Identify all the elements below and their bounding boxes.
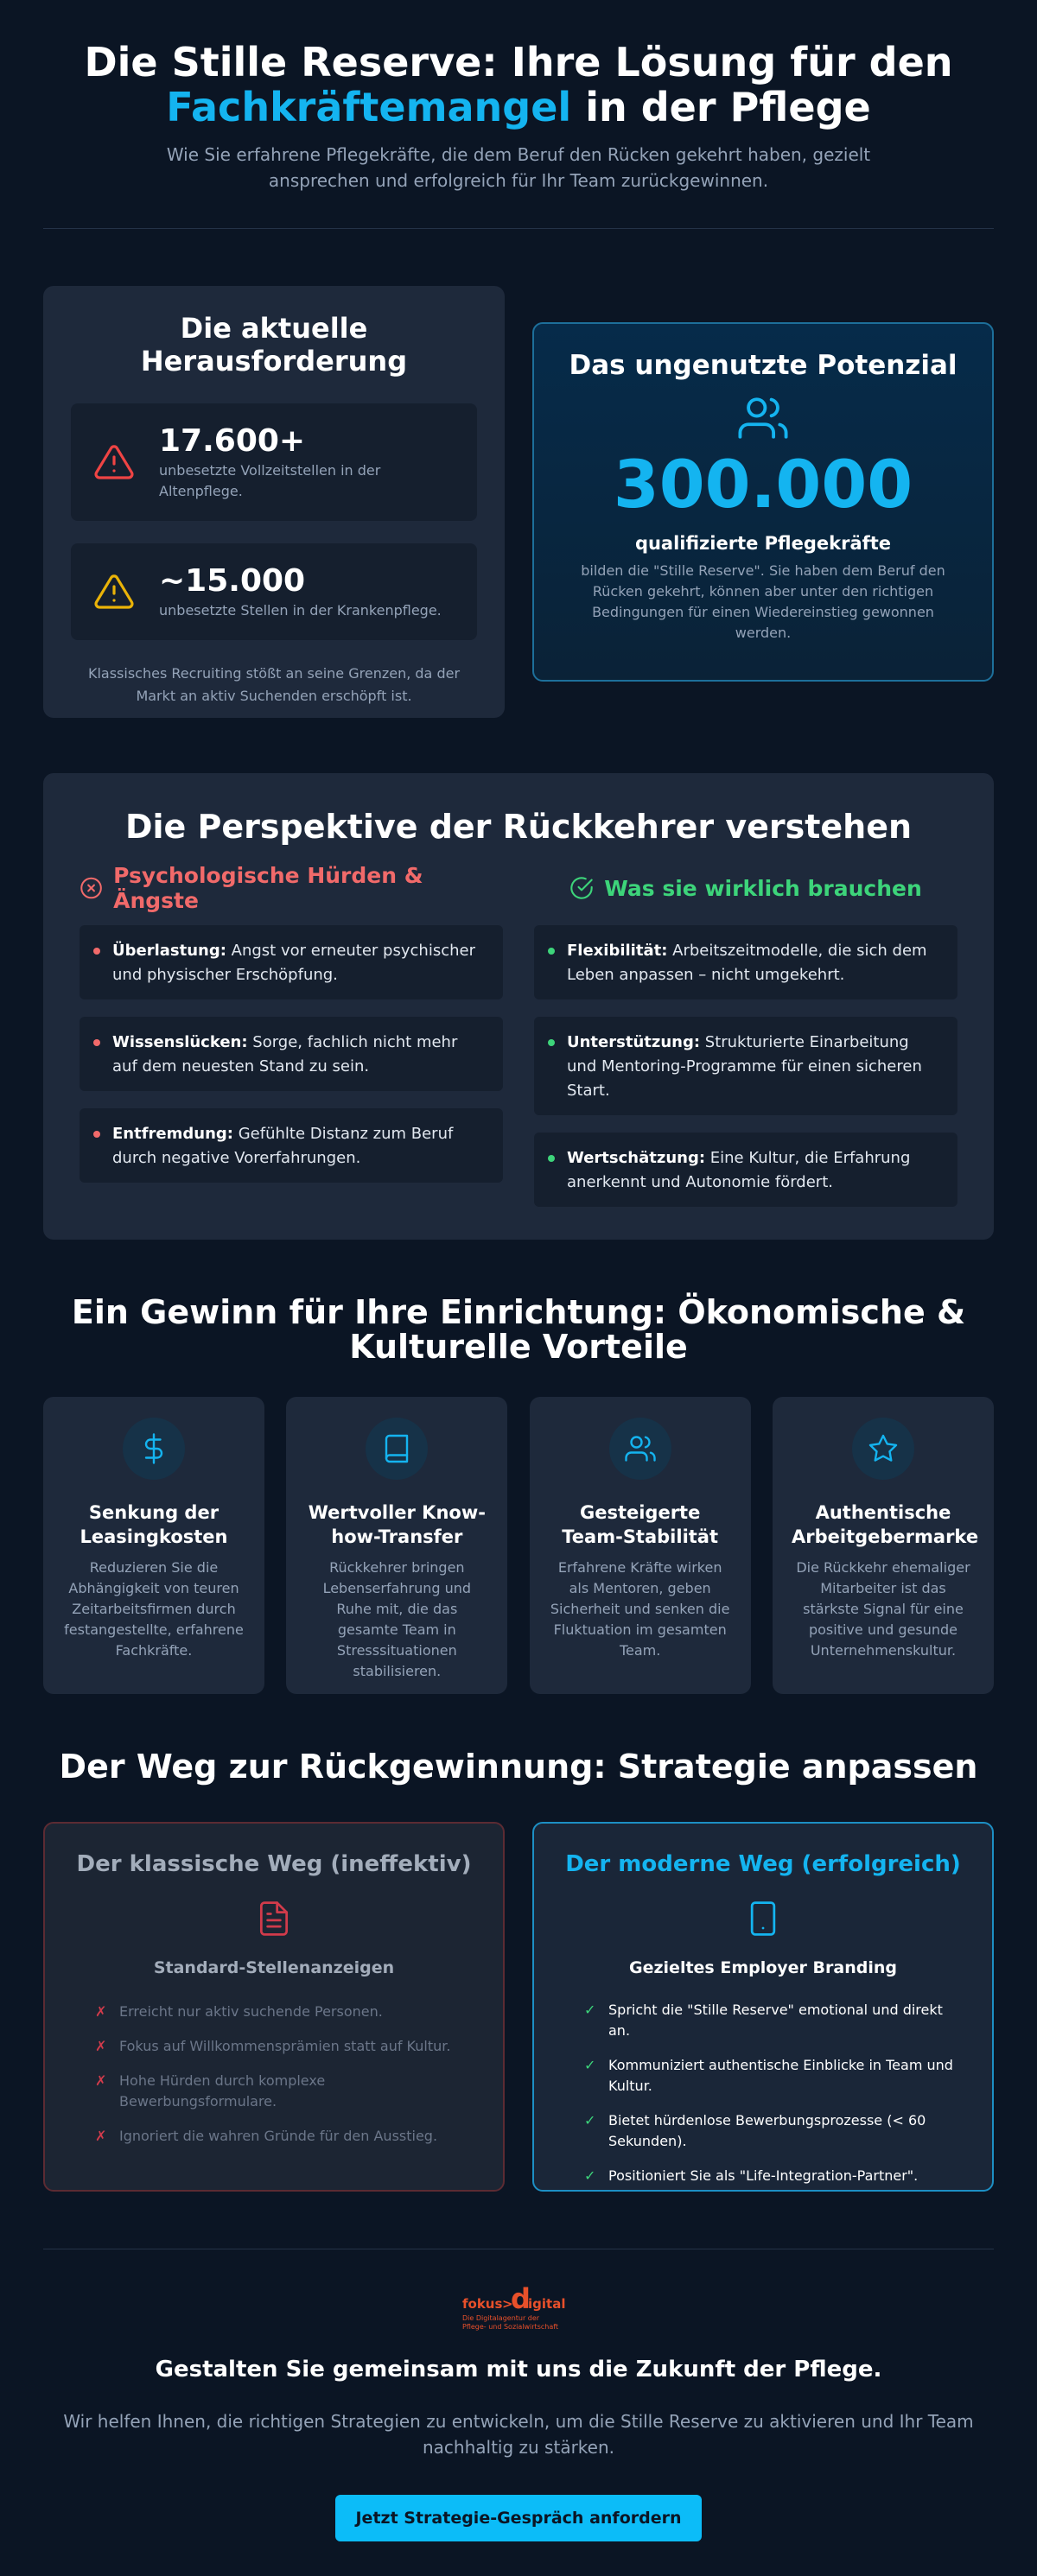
strategy-section (43, 1746, 994, 2192)
item-bold: Flexibilität: (567, 942, 668, 960)
item-text: Eine Kultur, die Erfahrung anerkennt und Autonomie fördert. (567, 1149, 911, 1191)
check-mark-icon: ✓ (584, 2167, 596, 2184)
potential-card (532, 322, 994, 682)
check-mark-icon: ✓ (584, 2057, 596, 2073)
list-item (73, 2002, 475, 2022)
x-mark-icon: ✗ (95, 2038, 107, 2054)
item-text: Spricht die "Stille Reserve" emotional und direkt an. (608, 2002, 943, 2039)
barriers-heading (80, 863, 503, 913)
icon-circle (366, 1418, 428, 1480)
logo-word1: fokus (462, 2296, 503, 2312)
x-mark-icon: ✗ (95, 2072, 107, 2089)
item-bold: Überlastung: (112, 942, 226, 960)
classic-subtitle: Standard-Stellenanzeigen (153, 1958, 395, 1977)
dollar-icon (138, 1433, 169, 1464)
potential-description: bilden die "Stille Reserve". Sie haben dem Beruf den Rücken gekehrt, können aber unter den richtigen Bedingungen für einen Wiedereinstieg gewonnen werden. (581, 562, 945, 641)
item-text: Fokus auf Willkommensprämien statt auf Kultur. (119, 2038, 451, 2054)
icon-circle (852, 1418, 914, 1480)
benefits-grid (43, 1397, 994, 1694)
classic-way-card (43, 1822, 505, 2192)
strategy-title: Der Weg zur Rückgewinnung: Strategie anpassen (59, 1748, 978, 1786)
perspective-columns (80, 863, 957, 1207)
item-text: Arbeitszeitmodelle, die sich dem Leben anpassen – nicht umgekehrt. (567, 942, 927, 984)
bullet-dot (548, 1155, 555, 1162)
benefit-title: Senkung der Leasingkosten (80, 1502, 228, 1547)
item-text: Angst vor erneuter psychischer und physischer Erschöpfung. (112, 942, 475, 984)
stat-label: unbesetzte Vollzeitstellen in der Altenpflege. (159, 462, 381, 499)
x-circle-icon (80, 876, 103, 900)
star-icon (868, 1433, 899, 1464)
logo-tagline2: Pflege- und Sozialwirtschaft (462, 2323, 559, 2331)
title-highlight: Fachkräftemangel (166, 84, 572, 130)
list-item (534, 925, 957, 999)
smartphone-icon (744, 1898, 782, 1939)
stat-number: ~15.000 (159, 563, 306, 599)
benefit-text: Die Rückkehr ehemaliger Mitarbeiter ist das stärkste Signal für eine positive und gesunde Unternehmenskultur. (796, 1559, 970, 1659)
list-item (562, 2055, 964, 2097)
hero-header (43, 0, 994, 194)
needs-title: Was sie wirklich brauchen (604, 875, 922, 901)
page-subtitle: Wie Sie erfahrene Pflegekräfte, die dem Beruf den Rücken gekehrt haben, gezielt ansprechen und erfolgreich für Ihr Team zurückgewinnen. (166, 144, 871, 191)
fokus-digital-logo[interactable] (462, 2282, 575, 2339)
barriers-column (80, 863, 503, 1207)
list-item (73, 2071, 475, 2112)
list-item (80, 925, 503, 999)
benefit-text: Erfahrene Kräfte wirken als Mentoren, geben Sicherheit und senken die Fluktuation im gesamten Team. (550, 1559, 730, 1659)
item-bold: Wissenslücken: (112, 1033, 248, 1051)
cta-title: Gestalten Sie gemeinsam mit uns die Zukunft der Pflege. (155, 2357, 882, 2382)
benefit-title: Gesteigerte Team-Stabilität (562, 1502, 719, 1547)
check-mark-icon: ✓ (584, 2112, 596, 2129)
item-bold: Entfremdung: (112, 1125, 233, 1143)
list-item (562, 2166, 964, 2186)
stat-krankenpflege (71, 543, 477, 640)
classic-title: Der klassische Weg (ineffektiv) (76, 1851, 472, 1877)
list-item (534, 1017, 957, 1115)
icon-circle (123, 1418, 185, 1480)
list-item (73, 2036, 475, 2057)
challenge-footnote: Klassisches Recruiting stößt an seine Grenzen, da der Markt an aktiv Suchenden erschöpft ist. (87, 665, 461, 704)
item-text: Positioniert Sie als "Life-Integration-Partner". (608, 2167, 919, 2184)
modern-title: Der moderne Weg (erfolgreich) (565, 1851, 961, 1877)
bullet-dot (93, 1039, 100, 1046)
item-text: Sorge, fachlich nicht mehr auf dem neuesten Stand zu sein. (112, 1033, 458, 1075)
item-bold: Wertschätzung: (567, 1149, 706, 1167)
list-item (73, 2126, 475, 2147)
challenge-card (43, 286, 505, 718)
benefit-card-stability (530, 1397, 751, 1694)
logo-letter: d (511, 2282, 531, 2315)
benefit-card-knowhow (286, 1397, 507, 1694)
list-item (562, 2000, 964, 2041)
item-text: Ignoriert die wahren Gründe für den Ausstieg. (119, 2128, 438, 2144)
book-icon (381, 1433, 412, 1464)
needs-column (534, 873, 957, 1207)
logo-word2: igital (528, 2296, 566, 2312)
page-title (43, 40, 994, 130)
icon-circle (609, 1418, 671, 1480)
classic-list (73, 2002, 475, 2147)
list-item (562, 2110, 964, 2152)
list-item (80, 1017, 503, 1091)
perspective-section (43, 773, 994, 1240)
benefit-card-leasing (43, 1397, 264, 1694)
x-mark-icon: ✗ (95, 2128, 107, 2144)
needs-heading (534, 873, 957, 903)
bullet-dot (548, 948, 555, 955)
challenge-title: Die aktuelle Herausforderung (140, 312, 408, 378)
logo-tagline1: Die Digitalagentur der (462, 2314, 540, 2322)
benefits-section (43, 1295, 994, 1694)
benefits-title: Ein Gewinn für Ihre Einrichtung: Ökonomische & Kulturelle Vorteile (71, 1293, 966, 1366)
benefit-title: Authentische Arbeitgebermarke (791, 1502, 979, 1547)
stat-altenpflege (71, 403, 477, 521)
check-mark-icon: ✓ (584, 2002, 596, 2018)
list-item (534, 1133, 957, 1207)
warning-triangle-yellow-icon (93, 571, 135, 612)
title-part2: in der Pflege (571, 84, 871, 130)
warning-triangle-red-icon (93, 441, 135, 483)
modern-subtitle: Gezieltes Employer Branding (629, 1958, 897, 1977)
team-icon (625, 1433, 656, 1464)
item-text: Erreicht nur aktiv suchende Personen. (119, 2003, 383, 2020)
benefit-title: Wertvoller Know-how-Transfer (308, 1502, 486, 1547)
benefit-text: Rückkehrer bringen Lebenserfahrung und Ruhe mit, die das gesamte Team in Stresssituationen stabilisieren. (322, 1559, 472, 1679)
perspective-title: Die Perspektive der Rückkehrer verstehen (124, 808, 913, 846)
potential-number: 300.000 (613, 446, 913, 523)
challenge-potential-section (43, 286, 994, 718)
x-mark-icon: ✗ (95, 2003, 107, 2020)
stat-number: 17.600+ (159, 423, 306, 459)
title-part1: Die Stille Reserve: Ihre Lösung für den (84, 39, 953, 86)
stat-label: unbesetzte Stellen in der Krankenpflege. (159, 602, 442, 619)
potential-title: Das ungenutzte Potenzial (569, 350, 957, 381)
bullet-dot (93, 1131, 100, 1138)
modern-way-card (532, 1822, 994, 2192)
logo-arrow: > (502, 2296, 513, 2312)
check-circle-icon (569, 876, 594, 900)
strategy-grid (43, 1822, 994, 2192)
benefit-text: Reduzieren Sie die Abhängigkeit von teuren Zeitarbeitsfirmen durch festangestellte, erfahrene Fachkräfte. (64, 1559, 244, 1659)
document-icon (255, 1898, 293, 1939)
benefit-card-brand (773, 1397, 994, 1694)
potential-subtitle: qualifizierte Pflegekräfte (634, 533, 892, 554)
barriers-title: Psychologische Hürden & Ängste (113, 863, 423, 913)
item-text: Gefühlte Distanz zum Beruf durch negative Vorerfahrungen. (112, 1125, 454, 1167)
item-text: Kommuniziert authentische Einblicke in Team und Kultur. (608, 2057, 953, 2094)
bullet-dot (93, 948, 100, 955)
item-text: Strukturierte Einarbeitung und Mentoring-Programme für einen sicheren Start. (567, 1033, 922, 1100)
bullet-dot (548, 1039, 555, 1046)
modern-list (562, 2000, 964, 2186)
item-text: Bietet hürdenlose Bewerbungsprozesse (< 60 Sekunden). (608, 2112, 926, 2149)
strategy-call-button[interactable]: Jetzt Strategie-Gespräch anfordern (335, 2495, 702, 2541)
cta-text: Wir helfen Ihnen, die richtigen Strategien zu entwickeln, um die Stille Reserve zu aktivieren und Ihr Team nachhaltig zu stärken. (63, 2411, 974, 2458)
list-item (80, 1108, 503, 1183)
cta-section (43, 2357, 994, 2541)
item-text: Hohe Hürden durch komplexe Bewerbungsformulare. (119, 2072, 326, 2110)
divider (43, 228, 994, 229)
item-bold: Unterstützung: (567, 1033, 701, 1051)
users-icon (735, 393, 792, 443)
